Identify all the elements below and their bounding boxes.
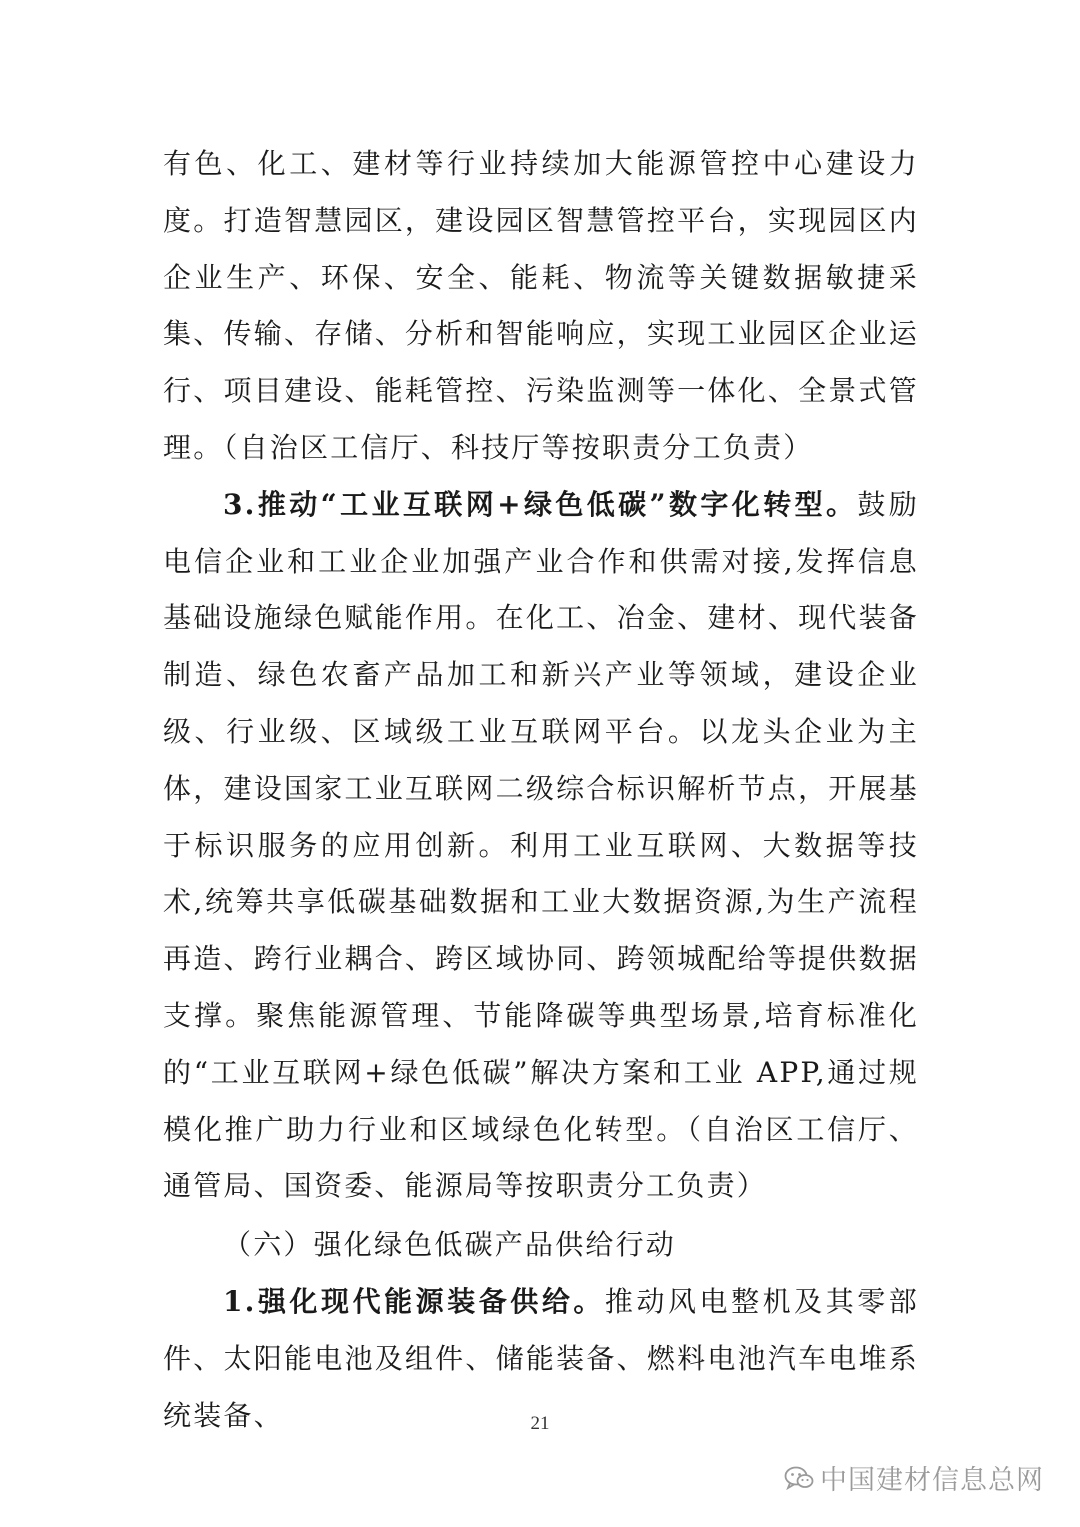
paragraph-1 xyxy=(163,136,919,477)
section-title-6 xyxy=(163,1217,919,1274)
section-title-6-text: （六）强化绿色低碳产品供给行动 xyxy=(223,1228,677,1262)
watermark-text: 中国建材信息总网 xyxy=(820,1465,1044,1496)
watermark xyxy=(784,1458,1044,1497)
document-body xyxy=(163,136,919,1444)
paragraph-4-text: 推动风电整机及其零部件、太阳能电池及组件、储能装备、燃料电池汽车电堆系统装备、 xyxy=(163,1284,919,1432)
section-heading-1: 1.强化现代能源装备供给。 xyxy=(223,1284,605,1318)
page-number: 21 xyxy=(530,1413,550,1434)
section-heading-3: 3.推动“工业互联网+绿色低碳”数字化转型。 xyxy=(223,487,858,521)
paragraph-1-text: 有色、化工、建材等行业持续加大能源管控中心建设力度。打造智慧园区，建设园区智慧管控平台，实现园区内企业生产、环保、安全、能耗、物流等关键数据敏捷采集、传输、存储、分析和智能响应，实现工业园区企业运行、项目建设、能耗管控、污染监测等一体化、全景式管理。（自治区工信厅、科技厅等按职责分工负责） xyxy=(163,147,919,464)
paragraph-2-text: 鼓励电信企业和工业企业加强产业合作和供需对接,发挥信息基础设施绿色赋能作用。在化工、冶金、建材、现代装备制造、绿色农畜产品加工和新兴产业等领域，建设企业级、行业级、区域级工业互联网平台。以龙头企业为主体，建设国家工业互联网二级综合标识解析节点，开展基于标识服务的应用创新。利用工业互联网、大数据等技术,统筹共享低碳基础数据和工业大数据资源,为生产流程再造、跨行业耦合、跨区域协同、跨领城配给等提供数据支撑。聚焦能源管理、节能降碳等典型场景,培育标准化的“工业互联网+绿色低碳”解决方案和工业 APP,通过规模化推广助力行业和区域绿色化转型。（自治区工信厅、通管局、国资委、能源局等按职责分工负责） xyxy=(163,487,920,1203)
wechat-icon xyxy=(784,1465,814,1491)
paragraph-2 xyxy=(163,477,919,1215)
